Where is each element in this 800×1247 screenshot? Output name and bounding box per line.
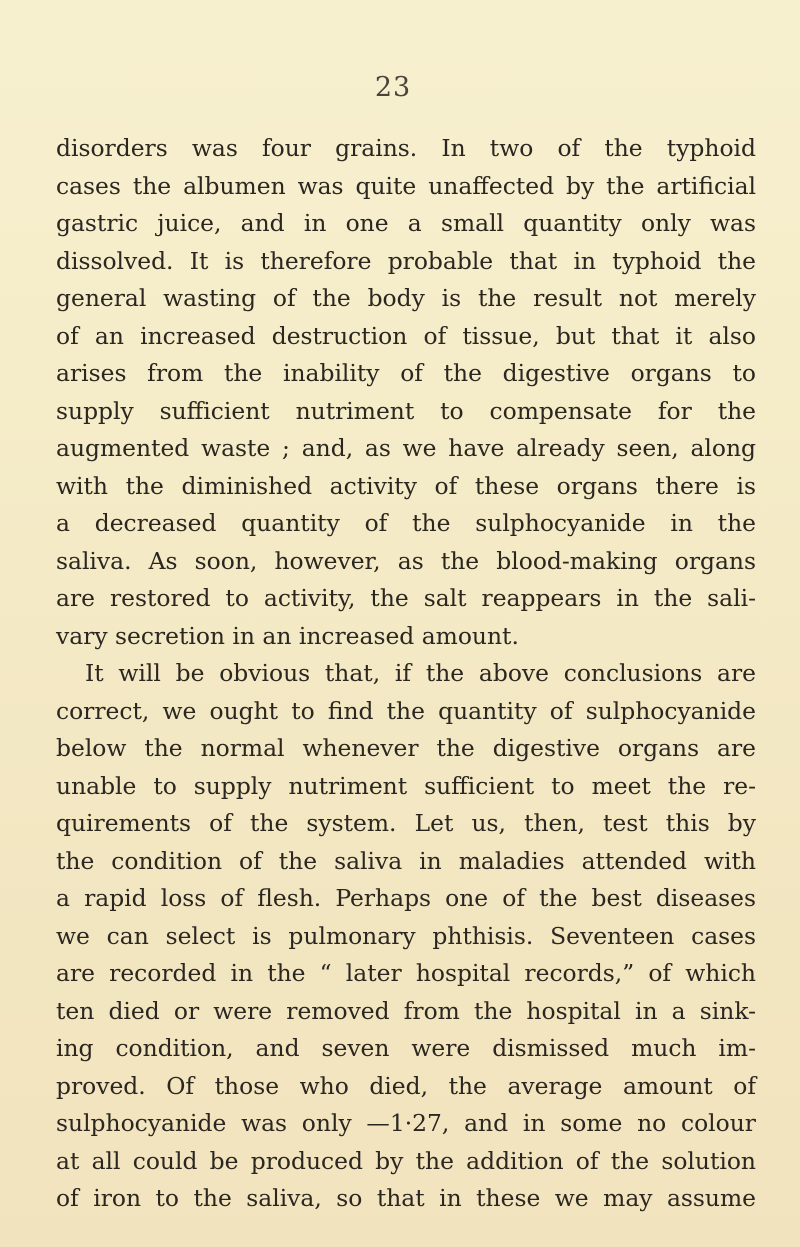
text-line: sulphocyanide was only —1·27, and in some no colour	[56, 1109, 756, 1137]
text-line: unable to supply nutriment sufficient to meet the re-	[56, 771, 756, 800]
text-line: arises from the inability of the digestive organs to	[56, 359, 756, 387]
text-line: dissolved. It is therefore probable that in typhoid the	[56, 246, 756, 275]
text-line: augmented waste ; and, as we have already seen, along	[56, 434, 756, 462]
text-line: proved. Of those who died, the average amount of	[56, 1071, 756, 1100]
text-line: are restored to activity, the salt reappears in the sali-	[56, 584, 756, 612]
text-line: the condition of the saliva in maladies attended with	[56, 846, 756, 875]
text-line: are recorded in the “ later hospital records,” of which	[56, 959, 756, 987]
text-line: we can select is pulmonary phthisis. Seventeen cases	[56, 921, 756, 950]
text-line: a decreased quantity of the sulphocyanide in the	[56, 509, 756, 537]
text-line: general wasting of the body is the result not merely	[56, 284, 756, 312]
paragraph-start-line: It will be obvious that, if the above conclusions are	[85, 659, 756, 687]
text-line: quirements of the system. Let us, then, test this by	[56, 809, 756, 837]
text-line: correct, we ought to find the quantity of sulphocyanide	[56, 696, 756, 725]
text-line: at all could be produced by the addition of the solution	[56, 1146, 756, 1175]
text-line: cases the albumen was quite unaffected by the artificial	[56, 171, 756, 200]
text-line: saliva. As soon, however, as the blood-making organs	[56, 546, 756, 575]
text-line: below the normal whenever the digestive organs are	[56, 734, 756, 762]
paragraph-end-line: vary secretion in an increased amount.	[56, 621, 519, 650]
text-line: ten died or were removed from the hospital in a sink-	[56, 996, 756, 1025]
text-line: gastric juice, and in one a small quantity only was	[56, 209, 756, 237]
text-line: of an increased destruction of tissue, but that it also	[56, 321, 756, 350]
body-text	[56, 130, 756, 1218]
text-line: ing condition, and seven were dismissed much im-	[56, 1034, 756, 1062]
text-line: supply sufficient nutriment to compensate for the	[56, 396, 756, 425]
text-line: a rapid loss of flesh. Perhaps one of the best diseases	[56, 884, 756, 912]
text-line: disorders was four grains. In two of the typhoid	[56, 134, 756, 162]
text-line: of iron to the saliva, so that in these we may assume	[56, 1184, 756, 1212]
text-line: with the diminished activity of these organs there is	[56, 471, 756, 500]
page-number: 23	[374, 72, 412, 103]
